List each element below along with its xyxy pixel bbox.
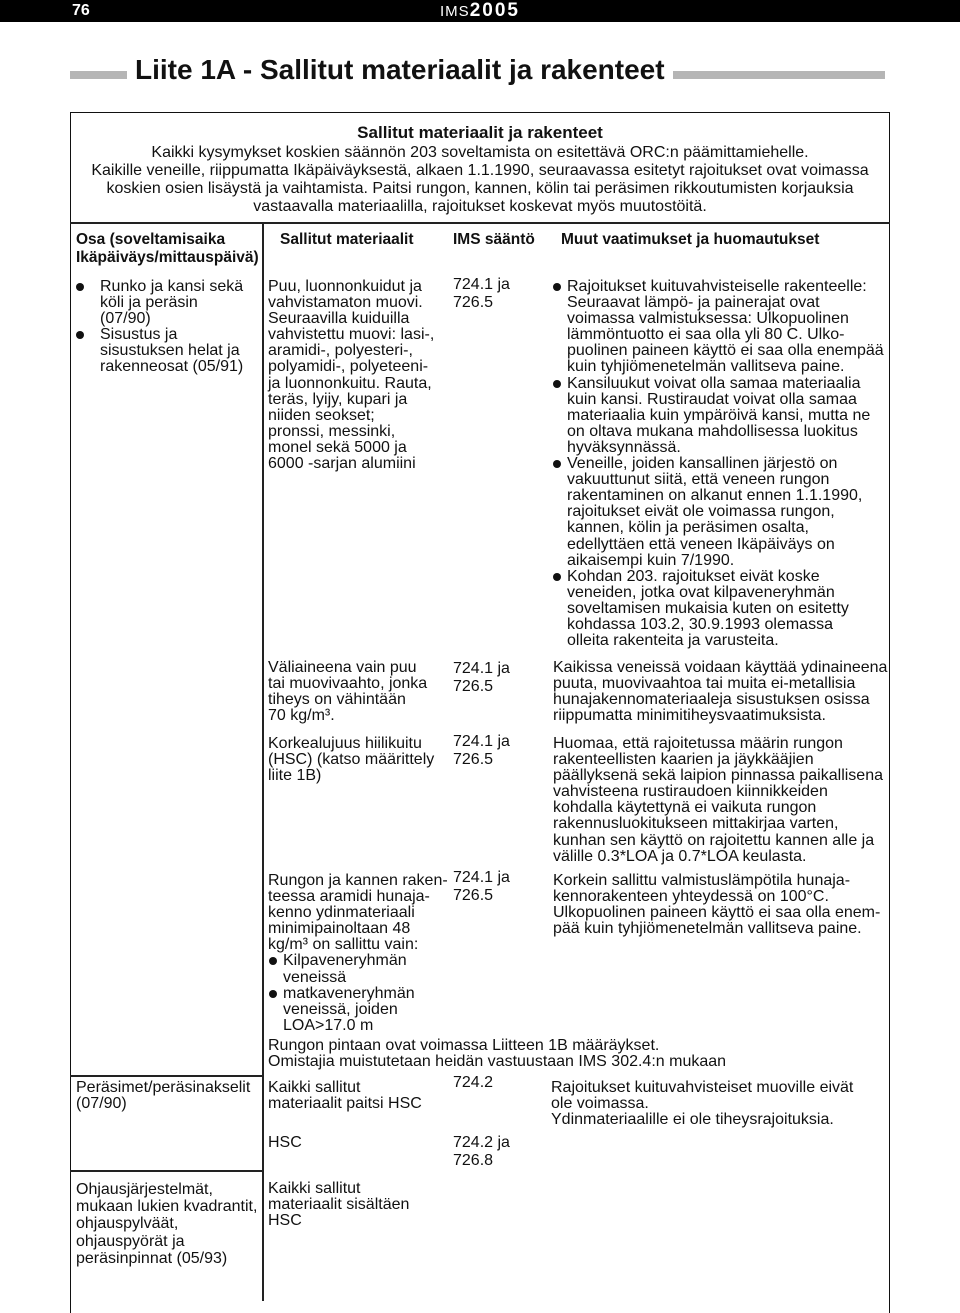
note-line: Omistajia muistutetaan heidän vastuustaan IMS 302.4:n mukaan (268, 1053, 727, 1071)
publication-brand (0, 0, 960, 23)
row-4-notes (551, 1080, 853, 1128)
notes-line: Ydinmateriaalille ei ole tiheysrajoituksia. (551, 1111, 834, 1129)
notes-line: Rajoitukset kuituvahvisteiselle rakenteelle: (567, 278, 867, 295)
row-4-materials (268, 1080, 422, 1112)
header-notes-label: Muut vaatimukset ja huomautukset (561, 231, 820, 248)
notes-line: Huomaa, että rajoitetussa määrin rungon (553, 735, 843, 752)
header-part-line: Ikäpäiväys/mittauspäivä) (76, 249, 259, 266)
bullet-text (100, 279, 243, 327)
notes-line: Ulkopuolinen paineen käyttö ei saa olla enem- (553, 904, 881, 922)
notes-line: Seuraavat lämpö- ja painerajat ovat (567, 294, 820, 312)
header-rule (453, 231, 535, 249)
notes-line: vahvisteena rustiraudoen kiinnikkeiden (553, 783, 828, 801)
materials-line: teräs, lyijy, kupari ja (268, 390, 408, 408)
materials-line: monel sekä 5000 ja (268, 438, 407, 456)
row-6-materials (268, 1181, 409, 1229)
bullet-item (552, 376, 884, 456)
row-5-materials (268, 1135, 302, 1151)
bullet-text (283, 953, 448, 985)
bullet-icon (269, 957, 277, 965)
bullet-item (552, 279, 884, 376)
rule-line: 724.1 ja (453, 869, 510, 886)
notes-line: soveltamisen mukaisia kuten on esitetty (567, 599, 849, 617)
materials-line: materiaalit sisältäen (268, 1196, 410, 1214)
notes-line: riippumatta minimitiheysvaatimuksista. (553, 707, 826, 725)
materials-line: polyamidi-, polyeteeni- (268, 358, 429, 376)
materials-line: Kaikki sallitut (268, 1180, 361, 1197)
notes-line: aikaisempi kuin 7/1990. (567, 551, 735, 569)
materials-line: Puu, luonnonkuidut ja (268, 278, 422, 295)
row-6-part (76, 1181, 257, 1267)
brand-name: IMS (440, 3, 470, 20)
row-2-rule (453, 733, 510, 768)
row-3-notes (553, 873, 880, 937)
header-part (76, 231, 259, 267)
row-0-materials (268, 279, 434, 472)
bullet-icon (269, 990, 277, 998)
row-3-rule (453, 869, 510, 904)
part-line: Peräsimet/peräsinakselit (76, 1079, 251, 1096)
materials-line: materiaalit paitsi HSC (268, 1095, 422, 1113)
row-0-notes (552, 279, 884, 649)
materials-line: LOA>17.0 m (283, 1016, 374, 1034)
notes-line: välille 0.3*LOA ja 0.7*LOA keulasta. (553, 847, 807, 865)
notes-line: päällyksenä sekä laipion pinnassa paikallisena (553, 767, 883, 785)
notes-line: rakentaminen on alkanut ennen 1.1.1990, (567, 487, 863, 505)
notes-line: pää kuin tyhjiömenetelmän vallitseva paine. (553, 920, 862, 938)
bullet-text (283, 986, 448, 1034)
bullet-text (567, 569, 884, 649)
intro-divider (70, 222, 890, 224)
materials-line: vahvistettu muovi: lasi-, (268, 326, 435, 344)
part-line: mukaan lukien kvadrantit, (76, 1198, 258, 1216)
materials-line: 6000 -sarjan alumiini (268, 455, 416, 473)
materials-line: matkaveneryhmän (283, 984, 415, 1002)
row-0-rule (453, 276, 510, 311)
row-divider (70, 1170, 262, 1172)
rule-line: 726.5 (453, 677, 494, 695)
row-4-rule (453, 1074, 493, 1092)
bullet-icon (76, 331, 84, 339)
materials-line: tiheys on vähintään (268, 691, 406, 709)
materials-line: Rungon ja kannen raken- (268, 872, 448, 889)
materials-line: Korkealujuus hiilikuitu (268, 735, 422, 752)
materials-line: Kilpaveneryhmän (283, 952, 407, 970)
materials-line: aramidi-, polyesteri-, (268, 342, 413, 360)
row-2-notes (553, 736, 883, 865)
notes-line: Kohdan 203. rajoitukset eivät koske (567, 567, 820, 585)
notes-line: Kansiluukut voivat olla samaa materiaalia (567, 374, 861, 392)
part-line: (07/90) (100, 310, 151, 328)
part-line: sisustuksen helat ja (100, 342, 240, 360)
row-1-materials (268, 660, 427, 724)
materials-line: pronssi, messinki, (268, 422, 396, 440)
notes-line: kuin tyhjiömenetelmän vallitseva paine. (567, 358, 845, 376)
notes-line: kannen, kölin ja peräsimen osalta, (567, 519, 809, 537)
intro-line: vastaavalla materiaalilla, rajoitukset koskevat myös muutostöitä. (253, 198, 707, 215)
bullet-text (567, 376, 884, 456)
page-header-bar (0, 0, 960, 22)
notes-line: rakennusluokitukseen mittakirjaa varten, (553, 815, 839, 833)
bullet-text (567, 279, 884, 376)
rule-line: 724.1 ja (453, 733, 510, 750)
row-3-materials (268, 873, 448, 1034)
rule-line: 726.5 (453, 886, 494, 904)
header-materials (280, 231, 414, 249)
materials-line: HSC (268, 1212, 302, 1230)
notes-line: kohdalla käytettynä ei vaikuta rungon (553, 799, 817, 817)
rule-line: 724.1 ja (453, 276, 510, 293)
notes-line: hunajakennomateriaaleja sisustuksen osissa (553, 691, 870, 709)
header-part-line: Osa (soveltamisaika (76, 231, 226, 248)
header-notes (561, 231, 819, 249)
header-rule-label: IMS sääntö (453, 231, 535, 248)
bullet-icon (553, 460, 561, 468)
row-0-part (72, 279, 243, 376)
row-2-materials (268, 736, 434, 784)
notes-line: materiaalia kuin ympäröivä kansi, mutta ne (567, 406, 871, 424)
part-line: Sisustus ja (100, 326, 178, 344)
notes-line: hyväksynnässä. (567, 438, 681, 456)
page-title: Liite 1A - Sallitut materiaalit ja rakenteet (127, 53, 673, 87)
intro-paragraph (70, 144, 890, 216)
part-line: ohjauspylväät, (76, 1215, 179, 1233)
box-heading: Sallitut materiaalit ja rakenteet (357, 123, 603, 142)
notes-line: voimassa valmistuksessa: Ulkopuolinen (567, 310, 849, 328)
notes-line: Veneille, joiden kansallinen järjestö on (567, 455, 838, 473)
notes-line: veneiden, jotka ovat kilpaveneryhmän (567, 583, 835, 601)
notes-line: Kaikissa veneissä voidaan käyttää ydinaineena (553, 659, 888, 676)
row-4-part (76, 1080, 250, 1112)
bullet-text (100, 327, 243, 375)
materials-line: teessa aramidi hunaja- (268, 888, 430, 906)
bullet-item (268, 986, 448, 1034)
intro-line: koskien osien lisäystä ja vaihtamista. Paitsi rungon, kannen, kölin tai peräsimen rikkoutumisten korjauksia (106, 180, 854, 197)
part-line: köli ja peräsin (100, 294, 198, 312)
notes-line: kennorakenteen yhteydessä on 100°C. (553, 888, 829, 906)
rule-line: 726.5 (453, 293, 494, 311)
row-5-rule (453, 1134, 510, 1169)
materials-line: veneissä, joiden (283, 1000, 398, 1018)
bullet-item (552, 456, 884, 569)
bullet-icon (76, 283, 84, 291)
notes-line: edellyttäen että veneen Ikäpäiväys on (567, 535, 835, 553)
notes-line: vakuuttunut siitä, että veneen rungon (567, 471, 830, 489)
materials-line: kenno ydinmateriaali (268, 904, 415, 922)
notes-line: kuin kansi. Rustiraudat voivat olla samaa (567, 390, 857, 408)
bullet-item (268, 953, 448, 985)
rule-line: 724.1 ja (453, 660, 510, 677)
materials-line: HSC (268, 1134, 302, 1151)
notes-line: Rajoitukset kuituvahvisteiset muoville eivät (551, 1079, 854, 1096)
notes-line: rakenteellisten kaarien ja jäykkääjien (553, 751, 814, 769)
rule-line: 724.2 (453, 1074, 494, 1091)
part-line: peräsinpinnat (05/93) (76, 1249, 228, 1267)
materials-text (268, 873, 448, 953)
surface-note (268, 1038, 726, 1070)
materials-line: liite 1B) (268, 767, 322, 785)
notes-line: lämmöntuotto ei saa olla yli 80 C. Ulko- (567, 326, 845, 344)
materials-line: (HSC) (katso määrittely (268, 751, 435, 769)
materials-line: niiden seokset; (268, 406, 375, 424)
rule-line: 726.5 (453, 750, 494, 768)
materials-line: vahvistamaton muovi. (268, 294, 423, 312)
rule-line: 724.2 ja (453, 1134, 510, 1151)
part-line: rakenneosat (05/91) (100, 358, 244, 376)
part-line: (07/90) (76, 1095, 127, 1113)
bullet-icon (553, 573, 561, 581)
intro-line: Kaikille veneille, riippumatta Ikäpäiväyksestä, alkaen 1.1.1990, seuraavassa esitetyt rajoitukset ovat voimassa (91, 162, 869, 179)
materials-line: kg/m³ on sallittu vain: (268, 936, 419, 954)
bullet-icon (553, 283, 561, 291)
intro-line: Kaikki kysymykset koskien säännön 203 soveltamista on esitettävä ORC:n päämittamiehelle. (151, 144, 809, 161)
bullet-item (552, 569, 884, 649)
column-divider (262, 222, 264, 1301)
row-1-rule (453, 660, 510, 695)
notes-line: ole voimassa. (551, 1095, 649, 1113)
row-divider (70, 1075, 262, 1077)
bullet-text (567, 456, 884, 569)
notes-line: Korkein sallittu valmistuslämpötila hunaja- (553, 872, 851, 889)
notes-line: rajoitukset eivät ole voimassa rungon, (567, 503, 835, 521)
materials-line: veneissä (283, 968, 347, 986)
materials-line: minimipainoltaan 48 (268, 920, 411, 938)
bullet-item (72, 279, 243, 327)
part-line: Ohjausjärjestelmät, (76, 1181, 213, 1198)
notes-line: on oltava mukana mahdollisessa luokitus (567, 422, 858, 440)
materials-line: Kaikki sallitut (268, 1079, 361, 1096)
row-1-notes (553, 660, 887, 724)
materials-line: Väliaineena vain puu (268, 659, 417, 676)
bullet-icon (553, 380, 561, 388)
header-materials-label: Sallitut materiaalit (280, 231, 414, 248)
notes-line: puolinen paineen käyttö ei saa olla enempää (567, 342, 884, 360)
brand-year: 2005 (469, 0, 520, 21)
part-line: ohjauspyörät ja (76, 1232, 185, 1250)
notes-line: puuta, muovivaahtoa tai muita ei-metallisia (553, 675, 856, 693)
bullet-item (72, 327, 243, 375)
materials-line: 70 kg/m³. (268, 707, 335, 725)
materials-line: Seuraavilla kuiduilla (268, 310, 410, 328)
materials-line: tai muovivaahto, jonka (268, 675, 428, 693)
note-line: Rungon pintaan ovat voimassa Liitteen 1B määräykset. (268, 1037, 660, 1054)
notes-line: olleita rakenteita ja varusteita. (567, 632, 779, 650)
rule-line: 726.8 (453, 1151, 494, 1169)
page-number: 76 (72, 2, 90, 19)
notes-line: kohdassa 103.2, 30.9.1993 olemassa (567, 615, 833, 633)
notes-line: kunhan sen käyttö on rajoitettu kannen alle ja (553, 831, 875, 849)
materials-line: ja luonnonkuitu. Rauta, (268, 374, 432, 392)
part-line: Runko ja kansi sekä (100, 278, 244, 295)
